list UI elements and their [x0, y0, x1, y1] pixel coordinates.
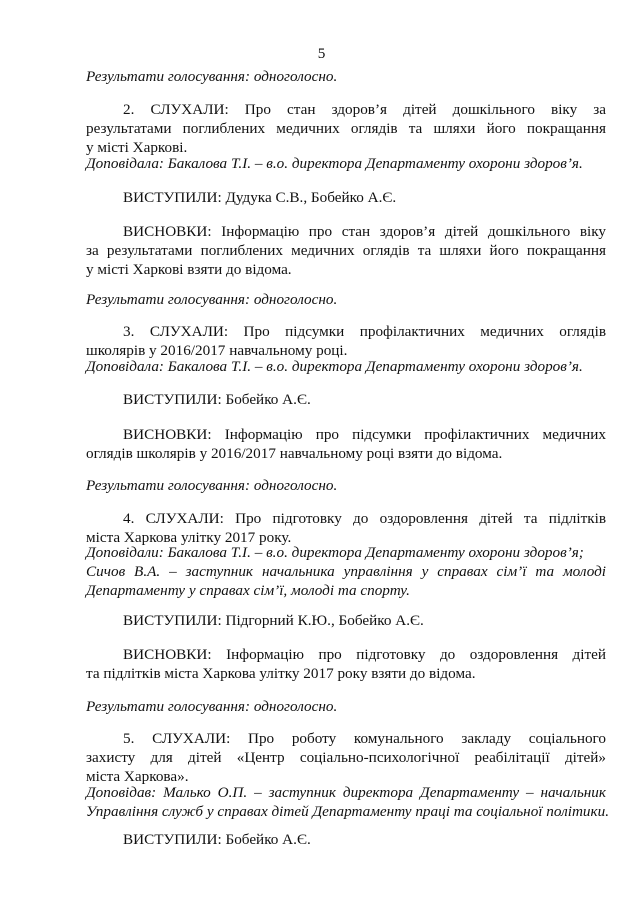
item-5-heard-line-2: захисту для дітей «Центр соціально-психологічної реабілітації дітей»	[86, 749, 606, 766]
item-2-conclusions-line-1: ВИСНОВКИ: Інформацію про стан здоров’я дітей дошкільного віку	[123, 223, 606, 240]
item-3-heard	[86, 322, 606, 360]
item-3-conclusions-line-2: оглядів школярів у 2016/2017 навчальному році взяти до відома.	[86, 445, 503, 462]
item-3-conclusions-line-1: ВИСНОВКИ: Інформацію про підсумки профілактичних медичних	[123, 426, 606, 443]
item-3-speaker: Доповідала: Бакалова Т.І. – в.о. директора Департаменту охорони здоров’я.	[86, 358, 583, 375]
item-2-speaker: Доповідала: Бакалова Т.І. – в.о. директора Департаменту охорони здоров’я.	[86, 155, 583, 172]
item-2-heard-line-2: результатами поглиблених медичних оглядів та шляхи його покращання	[86, 120, 606, 137]
item-5-spoke: ВИСТУПИЛИ: Бобейко А.Є.	[123, 831, 311, 848]
item-4-speaker-2-line-2: Департаменту у справах сім’ї, молоді та спорту.	[86, 582, 410, 599]
item-5-speaker	[86, 783, 610, 821]
item-5-speaker-line-1: Доповідав: Малько О.П. – заступник директора Департаменту – начальник	[86, 784, 606, 801]
item-4-speaker-2-line-1: Сичов В.А. – заступник начальника управління у справах сім’ї та молоді	[86, 563, 606, 580]
item-2-heard-line-3: у місті Харкові.	[86, 139, 188, 156]
voting-results-4: Результати голосування: одноголосно.	[86, 698, 338, 715]
item-2-heard-line-1: 2. СЛУХАЛИ: Про стан здоров’я дітей дошкільного віку за	[123, 101, 606, 118]
item-4-heard	[86, 509, 606, 547]
item-4-heard-line-2: міста Харкова улітку 2017 року.	[86, 529, 292, 546]
voting-results-2: Результати голосування: одноголосно.	[86, 291, 338, 308]
item-4-heard-line-1: 4. СЛУХАЛИ: Про підготовку до оздоровлення дітей та підлітків	[123, 510, 606, 527]
item-2-heard	[86, 100, 606, 157]
item-2-conclusions	[86, 222, 606, 279]
item-4-speaker-1: Доповідали: Бакалова Т.І. – в.о. директора Департаменту охорони здоров’я;	[86, 544, 584, 561]
item-4-conclusions-line-1: ВИСНОВКИ: Інформацію про підготовку до оздоровлення дітей	[123, 646, 606, 663]
item-5-heard-line-1: 5. СЛУХАЛИ: Про роботу комунального закладу соціального	[123, 730, 606, 747]
item-3-heard-line-1: 3. СЛУХАЛИ: Про підсумки профілактичних медичних оглядів	[123, 323, 606, 340]
voting-results-3: Результати голосування: одноголосно.	[86, 477, 338, 494]
page-number: 5	[317, 45, 326, 62]
item-5-heard-line-3: міста Харкова».	[86, 768, 189, 785]
item-2-conclusions-line-2: за результатами поглиблених медичних оглядів та шляхи його покращання	[86, 242, 606, 259]
item-2-conclusions-line-3: у місті Харкові взяти до відома.	[86, 261, 292, 278]
item-4-spoke: ВИСТУПИЛИ: Підгорний К.Ю., Бобейко А.Є.	[123, 612, 424, 629]
item-2-spoke: ВИСТУПИЛИ: Дудука С.В., Бобейко А.Є.	[123, 189, 397, 206]
item-4-conclusions	[86, 645, 606, 683]
item-3-conclusions	[86, 425, 606, 463]
item-5-speaker-line-2: Управління служб у справах дітей Департаменту праці та соціальної політики.	[86, 803, 610, 820]
item-3-heard-line-2: школярів у 2016/2017 навчальному році.	[86, 342, 348, 359]
voting-results-1: Результати голосування: одноголосно.	[86, 68, 338, 85]
item-4-conclusions-line-2: та підлітків міста Харкова улітку 2017 року взяти до відома.	[86, 665, 476, 682]
item-4-speakers	[86, 543, 606, 600]
item-5-heard	[86, 729, 606, 786]
item-3-spoke: ВИСТУПИЛИ: Бобейко А.Є.	[123, 391, 311, 408]
